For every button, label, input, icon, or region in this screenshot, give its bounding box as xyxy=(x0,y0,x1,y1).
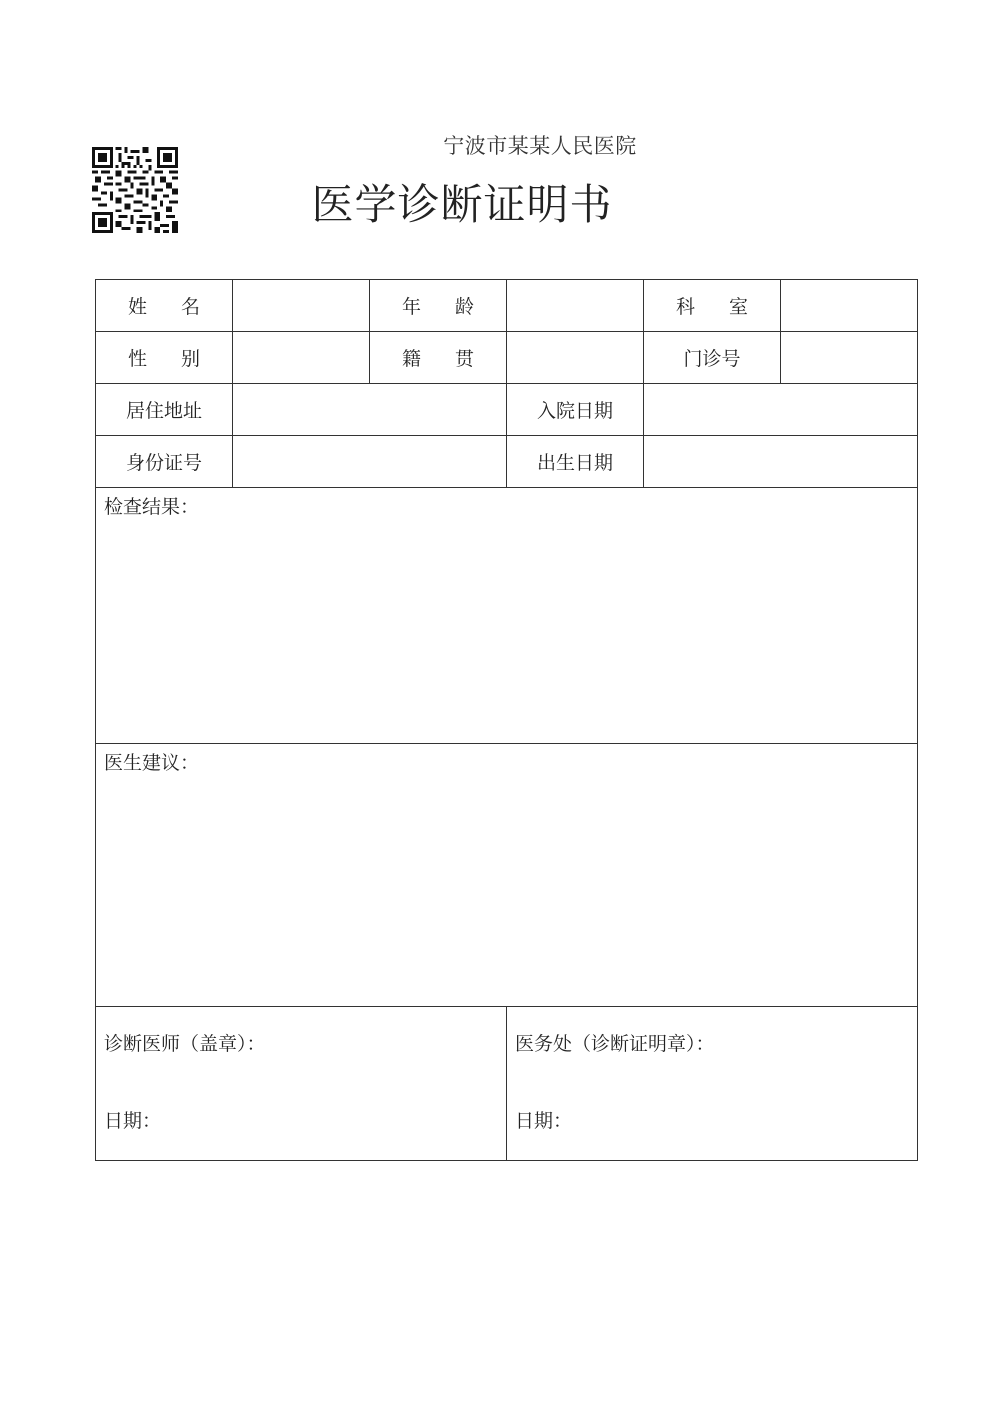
gender-field[interactable] xyxy=(233,332,370,384)
admission-date-field[interactable] xyxy=(644,384,918,436)
form-row xyxy=(96,384,918,436)
address-field[interactable] xyxy=(233,384,507,436)
form-row xyxy=(96,280,918,332)
exam-results-label: 检查结果： xyxy=(104,496,200,518)
form-row xyxy=(96,744,918,1007)
form-row xyxy=(96,436,918,488)
form-row xyxy=(96,1007,918,1161)
gender-label: 性 别 xyxy=(96,332,233,384)
birth-date-field[interactable] xyxy=(644,436,918,488)
hospital-name: 宁波市某某人民医院 xyxy=(443,134,637,158)
age-field[interactable] xyxy=(507,280,644,332)
doctor-advice-field[interactable] xyxy=(96,744,918,1007)
doctor-advice-label: 医生建议： xyxy=(104,752,200,774)
department-label: 科 室 xyxy=(644,280,781,332)
native-place-label: 籍 贯 xyxy=(370,332,507,384)
exam-results-field[interactable] xyxy=(96,488,918,744)
spacer xyxy=(515,1069,917,1106)
clinic-number-label: 门诊号 xyxy=(644,332,781,384)
birth-date-label: 出生日期 xyxy=(507,436,644,488)
admission-date-label: 入院日期 xyxy=(507,384,644,436)
address-label: 居住地址 xyxy=(96,384,233,436)
department-field[interactable] xyxy=(781,280,918,332)
document-title xyxy=(0,172,1000,232)
doctor-date-label: 日期： xyxy=(104,1110,162,1132)
age-label: 年 龄 xyxy=(370,280,507,332)
office-signature-label: 医务处（诊断证明章）： xyxy=(515,1033,715,1055)
spacer xyxy=(104,1069,506,1106)
clinic-number-field[interactable] xyxy=(781,332,918,384)
form-row xyxy=(96,488,918,744)
name-label: 姓 名 xyxy=(96,280,233,332)
diagnosis-form xyxy=(95,279,918,1161)
id-number-label: 身份证号 xyxy=(96,436,233,488)
doctor-signature-label: 诊断医师（盖章）： xyxy=(104,1033,266,1055)
doctor-signature-area[interactable] xyxy=(96,1007,507,1161)
native-place-field[interactable] xyxy=(507,332,644,384)
office-date-label: 日期： xyxy=(515,1110,573,1132)
form-row xyxy=(96,332,918,384)
office-signature-area[interactable] xyxy=(507,1007,918,1161)
name-field[interactable] xyxy=(233,280,370,332)
id-number-field[interactable] xyxy=(233,436,507,488)
document-title-text: 医学诊断证明书 xyxy=(311,180,613,229)
